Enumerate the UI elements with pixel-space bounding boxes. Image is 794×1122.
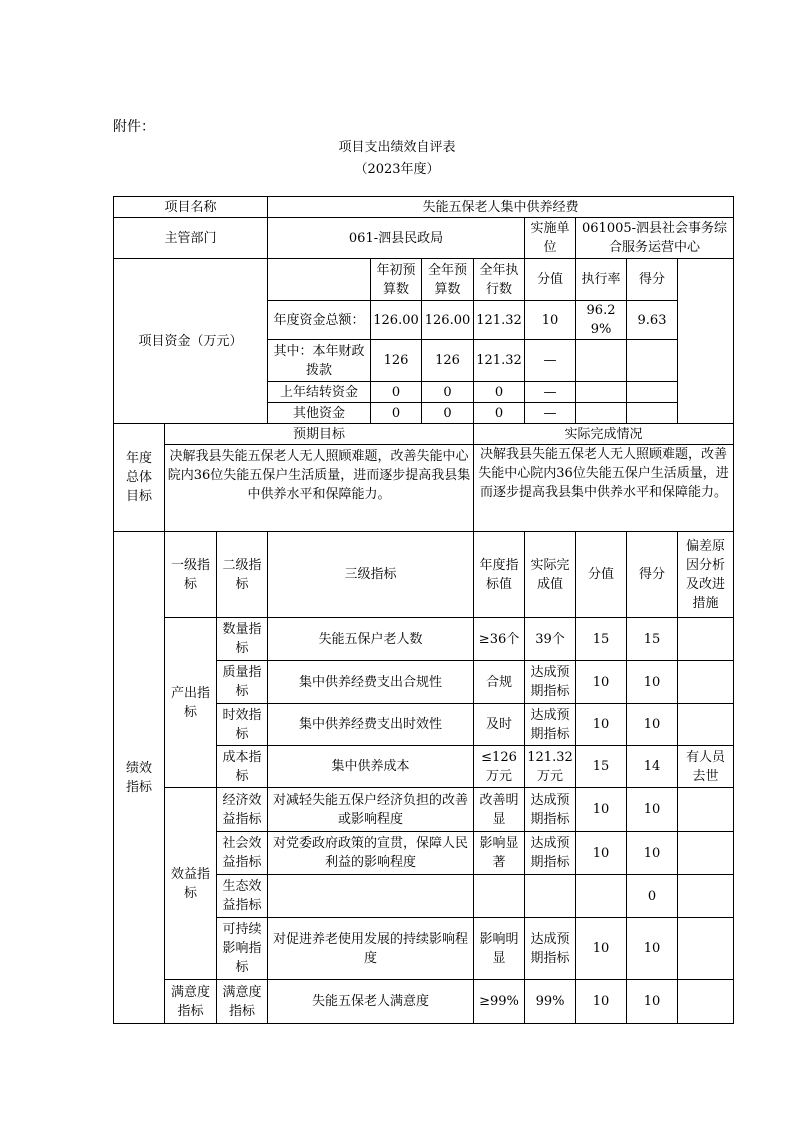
- funds-cell: [627, 403, 678, 424]
- level3-cell: 集中供养经费支出合规性: [268, 661, 474, 704]
- funds-header: 全年预算数: [422, 259, 474, 301]
- got-cell: 14: [627, 746, 678, 788]
- got-cell: 10: [627, 704, 678, 746]
- funds-cell: 121.32: [474, 340, 525, 382]
- level2-cell: 社会效益指标: [217, 832, 268, 875]
- note-cell: [678, 788, 734, 832]
- funds-cell: 9.63: [627, 301, 678, 340]
- actual-cell: 39个: [525, 618, 576, 661]
- funds-cell: [627, 382, 678, 403]
- score-cell: 10: [576, 832, 627, 875]
- funds-spacer: [678, 403, 734, 424]
- score-cell: 15: [576, 746, 627, 788]
- evaluation-table: [113, 196, 734, 1024]
- funds-spacer: [678, 340, 734, 382]
- funds-cell: 96.29%: [576, 301, 627, 340]
- got-cell: 10: [627, 788, 678, 832]
- got-cell: 10: [627, 980, 678, 1024]
- funds-cell: 0: [474, 382, 525, 403]
- actual-cell: 达成预期指标: [525, 788, 576, 832]
- actual-cell: 121.32万元: [525, 746, 576, 788]
- score-cell: 10: [576, 918, 627, 980]
- perf-header-actual: 实际完成值: [525, 532, 576, 618]
- level1-output: 产出指标: [165, 618, 217, 788]
- note-cell: [678, 661, 734, 704]
- indicator-row: [114, 980, 734, 1024]
- indicator-row: [114, 788, 734, 832]
- funds-cell: 0: [422, 403, 474, 424]
- level2-cell: 数量指标: [217, 618, 268, 661]
- level3-cell: 对党委政府政策的宣贯，保障人民利益的影响程度: [268, 832, 474, 875]
- project-name-label: 项目名称: [114, 197, 268, 218]
- actual-completion-header: 实际完成情况: [474, 424, 734, 445]
- performance-header-row: [114, 532, 734, 618]
- funds-cell: 0: [371, 403, 422, 424]
- score-cell: 10: [576, 704, 627, 746]
- got-cell: 15: [627, 618, 678, 661]
- funds-header-spacer: [678, 259, 734, 301]
- funds-header: 分值: [525, 259, 576, 301]
- perf-header-score: 分值: [576, 532, 627, 618]
- target-cell: 改善明显: [474, 788, 525, 832]
- perf-header-got: 得分: [627, 532, 678, 618]
- funds-header: 年初预算数: [371, 259, 422, 301]
- target-cell: ≤126万元: [474, 746, 525, 788]
- score-cell: 10: [576, 788, 627, 832]
- level3-cell: 对减轻失能五保户经济负担的改善或影响程度: [268, 788, 474, 832]
- level3-cell: 失能五保老人满意度: [268, 980, 474, 1024]
- funds-row-label: 上年结转资金: [268, 382, 371, 403]
- actual-completion-text: 决解我县失能五保老人无人照顾难题，改善失能中心院内36位失能五保户生活质量，进而逐步提高我县集中供养水平和保障能力。: [474, 445, 734, 532]
- funds-cell: [576, 403, 627, 424]
- perf-header-target: 年度指标值: [474, 532, 525, 618]
- note-cell: [678, 704, 734, 746]
- implementing-unit-label: 实施单位: [525, 218, 576, 259]
- level3-cell: 失能五保户老人数: [268, 618, 474, 661]
- note-cell: [678, 832, 734, 875]
- funds-cell: —: [525, 403, 576, 424]
- project-name-row: [114, 197, 734, 218]
- target-cell: 影响明显: [474, 918, 525, 980]
- expected-goal-text: 决解我县失能五保老人无人照顾难题，改善失能中心院内36位失能五保户生活质量，进而逐步提高我县集中供养水平和保障能力。: [165, 445, 474, 532]
- performance-label: 绩效指标: [114, 532, 165, 1024]
- level1-benefit: 效益指标: [165, 788, 217, 980]
- funds-cell: [627, 340, 678, 382]
- level2-cell: 质量指标: [217, 661, 268, 704]
- level2-cell: 可持续影响指标: [217, 918, 268, 980]
- funds-cell: —: [525, 382, 576, 403]
- score-cell: 10: [576, 980, 627, 1024]
- indicator-row: [114, 618, 734, 661]
- score-cell: 15: [576, 618, 627, 661]
- level3-cell: 对促进养老使用发展的持续影响程度: [268, 918, 474, 980]
- funds-row-label: 其中：本年财政拨款: [268, 340, 371, 382]
- perf-header-note: 偏差原因分析及改进措施: [678, 532, 734, 618]
- score-cell: [576, 875, 627, 918]
- funds-cell: 126.00: [371, 301, 422, 340]
- got-cell: 10: [627, 832, 678, 875]
- funds-cell: [576, 382, 627, 403]
- department-value: 061-泗县民政局: [268, 218, 525, 259]
- actual-cell: 达成预期指标: [525, 832, 576, 875]
- target-cell: 合规: [474, 661, 525, 704]
- page-subtitle: （2023年度）: [354, 162, 440, 177]
- goal-header-row: [114, 424, 734, 445]
- goal-row: [114, 445, 734, 532]
- got-cell: 10: [627, 918, 678, 980]
- project-name-value: 失能五保老人集中供养经费: [268, 197, 734, 218]
- level2-cell: 时效指标: [217, 704, 268, 746]
- score-cell: 10: [576, 661, 627, 704]
- attachment-label: 附件：: [113, 119, 155, 135]
- actual-cell: 达成预期指标: [525, 918, 576, 980]
- level2-cell: 满意度指标: [217, 980, 268, 1024]
- note-cell: [678, 980, 734, 1024]
- perf-header-level2: 二级指标: [217, 532, 268, 618]
- funds-spacer: [678, 382, 734, 403]
- funds-cell: —: [525, 340, 576, 382]
- funds-cell: 126: [422, 340, 474, 382]
- funds-cell: 121.32: [474, 301, 525, 340]
- note-cell: [678, 918, 734, 980]
- funds-header: 全年执行数: [474, 259, 525, 301]
- target-cell: 及时: [474, 704, 525, 746]
- actual-cell: 达成预期指标: [525, 661, 576, 704]
- funds-cell: 0: [422, 382, 474, 403]
- target-cell: ≥36个: [474, 618, 525, 661]
- funds-spacer: [678, 301, 734, 340]
- target-cell: [474, 875, 525, 918]
- got-cell: 10: [627, 661, 678, 704]
- funds-label: 项目资金（万元）: [114, 259, 268, 424]
- level3-cell: 集中供养经费支出时效性: [268, 704, 474, 746]
- funds-row-label: 其他资金: [268, 403, 371, 424]
- perf-header-level1: 一级指标: [165, 532, 217, 618]
- level2-cell: 成本指标: [217, 746, 268, 788]
- funds-cell: 0: [371, 382, 422, 403]
- level2-cell: 生态效益指标: [217, 875, 268, 918]
- note-cell: [678, 618, 734, 661]
- funds-header-row: [114, 259, 734, 301]
- actual-cell: [525, 875, 576, 918]
- funds-header-blank: [268, 259, 371, 301]
- got-cell: 0: [627, 875, 678, 918]
- funds-header: 执行率: [576, 259, 627, 301]
- actual-cell: 达成预期指标: [525, 704, 576, 746]
- level3-cell: 集中供养成本: [268, 746, 474, 788]
- target-cell: 影响显著: [474, 832, 525, 875]
- department-row: [114, 218, 734, 259]
- level3-cell: [268, 875, 474, 918]
- note-cell: 有人员去世: [678, 746, 734, 788]
- funds-cell: [576, 340, 627, 382]
- funds-row-label: 年度资金总额：: [268, 301, 371, 340]
- perf-header-level3: 三级指标: [268, 532, 474, 618]
- actual-cell: 99%: [525, 980, 576, 1024]
- funds-cell: 126.00: [422, 301, 474, 340]
- funds-cell: 10: [525, 301, 576, 340]
- funds-cell: 0: [474, 403, 525, 424]
- level1-satisfaction: 满意度指标: [165, 980, 217, 1024]
- funds-header: 得分: [627, 259, 678, 301]
- expected-goal-header: 预期目标: [165, 424, 474, 445]
- department-label: 主管部门: [114, 218, 268, 259]
- page-title: 项目支出绩效自评表: [338, 140, 456, 155]
- note-cell: [678, 875, 734, 918]
- target-cell: ≥99%: [474, 980, 525, 1024]
- funds-cell: 126: [371, 340, 422, 382]
- implementing-unit-value: 061005-泗县社会事务综合服务运营中心: [576, 218, 734, 259]
- level2-cell: 经济效益指标: [217, 788, 268, 832]
- annual-goal-label: 年度总体目标: [114, 424, 165, 532]
